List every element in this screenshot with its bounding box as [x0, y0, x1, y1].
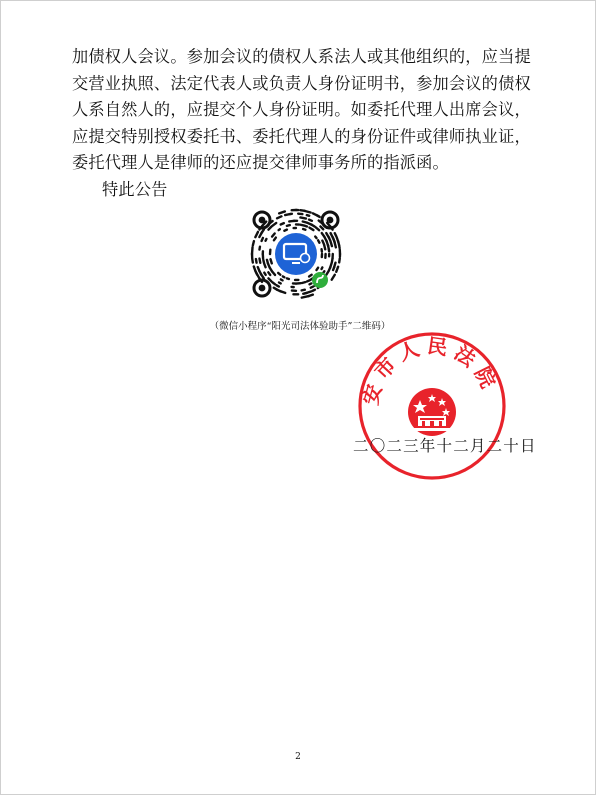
court-seal: [356, 330, 508, 482]
announcement-body: [72, 44, 532, 203]
user-icon: [301, 254, 310, 263]
closing-text: 特此公告: [102, 179, 168, 199]
body-line-1: 加债权人会议。参加会议的债权人系法人或其他组织的，应当提: [72, 47, 531, 66]
page-number: 2: [295, 752, 301, 762]
seal-text: 安市人民法院: [358, 333, 504, 408]
body-line-2: 交营业执照、法定代表人或负责人身份证明书，参加会议的债权: [72, 73, 531, 93]
qr-caption: （微信小程序“阳光司法体验助手”二维码）: [209, 321, 391, 332]
national-emblem-icon: [408, 388, 456, 436]
wechat-miniprogram-icon: [312, 272, 328, 288]
issue-date: 二〇二三年十二月二十日: [353, 437, 537, 455]
body-line-3: 人系自然人的，应提交个人身份证明。如委托代理人出席会议，: [72, 100, 531, 119]
qr-code-image: [248, 206, 344, 302]
body-line-4: 应提交特别授权委托书、委托代理人的身份证件或律师执业证，: [72, 126, 531, 146]
body-line-5: 委托代理人是律师的还应提交律师事务所的指派函。: [72, 153, 449, 172]
qr-center-logo: [275, 233, 317, 275]
